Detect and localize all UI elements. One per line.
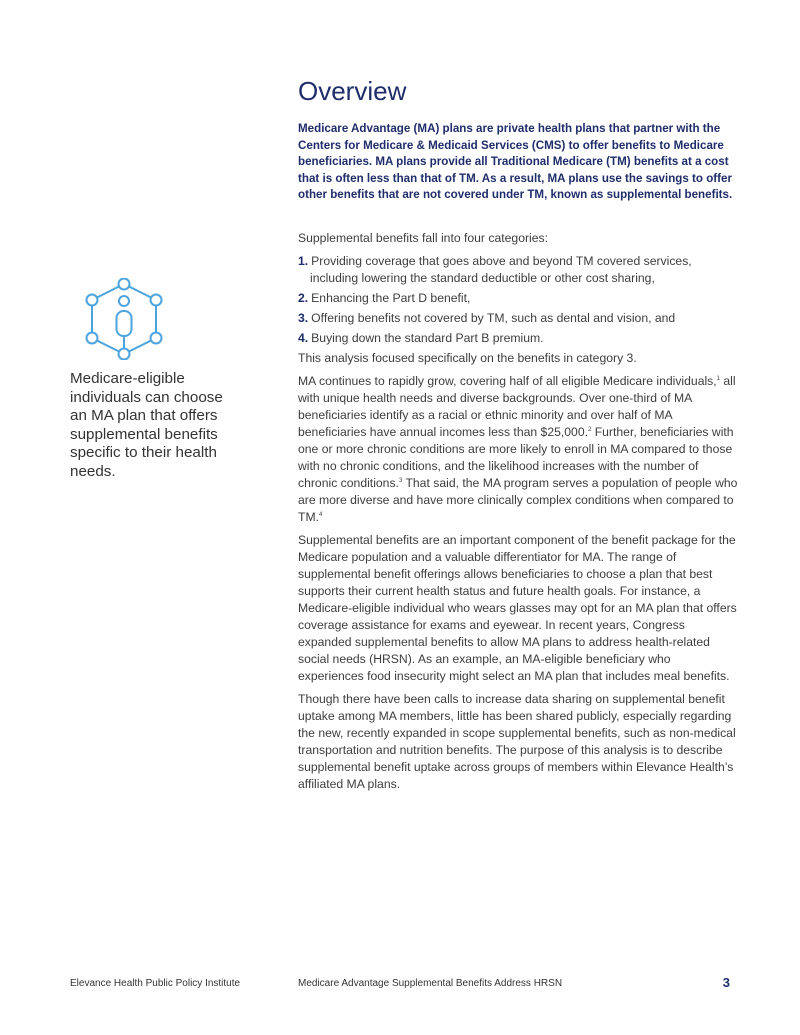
growth-text-b: all with unique health needs and diverse backgrounds. Over one-third of MA beneficiaries identify as a racial or ethnic minority and over half of MA beneficiaries have annual incomes less than $25,000. (298, 374, 736, 439)
list-item (298, 290, 738, 307)
page-number: 3 (722, 975, 730, 990)
growth-text-c: Further, beneficiaries with one or more chronic conditions are more likely to enroll in MA compared to those with no chronic conditions, and the likelihood increases with the number of chronic conditions. (298, 425, 734, 490)
growth-text-d: That said, the MA program serves a population of people who are more diverse and have more clinically complex conditions when compared to TM. (298, 476, 738, 524)
footnote-ref[interactable]: 3 (398, 478, 403, 484)
footnote-ref[interactable]: 4 (318, 512, 323, 518)
list-item (298, 330, 738, 347)
page-title: Overview (298, 76, 407, 106)
footer-doc-title: Medicare Advantage Supplemental Benefits Address HRSN (298, 978, 563, 989)
person-network-icon (80, 278, 168, 360)
list-item (298, 310, 738, 327)
list-item-text: Providing coverage that goes above and beyond TM covered services, including lowering the standard deductible or other cost sharing, (310, 254, 692, 285)
list-item-text: Buying down the standard Part B premium. (311, 331, 544, 345)
list-item-text: Offering benefits not covered by TM, such as dental and vision, and (311, 311, 676, 325)
growth-text-a: MA continues to rapidly grow, covering half of all eligible Medicare individuals, (298, 374, 717, 388)
purpose-paragraph: Though there have been calls to increase data sharing on supplemental benefit uptake among MA members, little has been shared publicly, especially regarding the new, recently expanded in scope supplemental benefits, such as non-medical transportation and nutrition benefits. The purpose of this analysis is to describe supplemental benefit uptake across groups of members within Elevance Health’s affiliated MA plans. (298, 692, 736, 791)
footnote-ref[interactable]: 1 (716, 376, 721, 382)
benefits-paragraph: Supplemental benefits are an important component of the benefit package for the Medicare population and a valuable differentiator for MA. The range of supplemental benefit offerings allows beneficiaries to choose a plan that best supports their current health status and future health goals. For instance, a Medicare-eligible individual who wears glasses may opt for an MA plan that offers coverage assistance for exams and eyewear. In recent years, Congress expanded supplemental benefits to allow MA plans to address health-related social needs (HRSN). As an example, an MA-eligible beneficiary who experiences food insecurity might select an MA plan that includes meal benefits. (298, 533, 737, 683)
categories-list (298, 253, 738, 347)
list-item-number: 4. (298, 331, 309, 345)
list-item (298, 253, 738, 287)
list-item-text: Enhancing the Part D benefit, (311, 291, 471, 305)
body-column (298, 230, 738, 799)
footer-org: Elevance Health Public Policy Institute (70, 978, 241, 989)
intro-paragraph: Medicare Advantage (MA) plans are private health plans that partner with the Centers for Medicare & Medicaid Services (CMS) to offer benefits to Medicare beneficiaries. MA plans provide all Traditional Medicare (TM) benefits at a cost that is often less than that of TM. As a result, MA plans use the savings to offer other benefits that are not covered under TM, known as supplemental benefits. (298, 122, 733, 202)
list-item-number: 1. (298, 254, 309, 268)
categories-note: This analysis focused specifically on the benefits in category 3. (298, 351, 637, 365)
growth-paragraph (298, 373, 738, 526)
list-item-number: 2. (298, 291, 309, 305)
sidebar-pullquote: Medicare-eligible individuals can choose an MA plan that offers supplemental benefits specific to their health needs. (70, 370, 223, 480)
list-item-number: 3. (298, 311, 309, 325)
categories-lead: Supplemental benefits fall into four categories: (298, 231, 548, 245)
footnote-ref[interactable]: 2 (587, 427, 592, 433)
